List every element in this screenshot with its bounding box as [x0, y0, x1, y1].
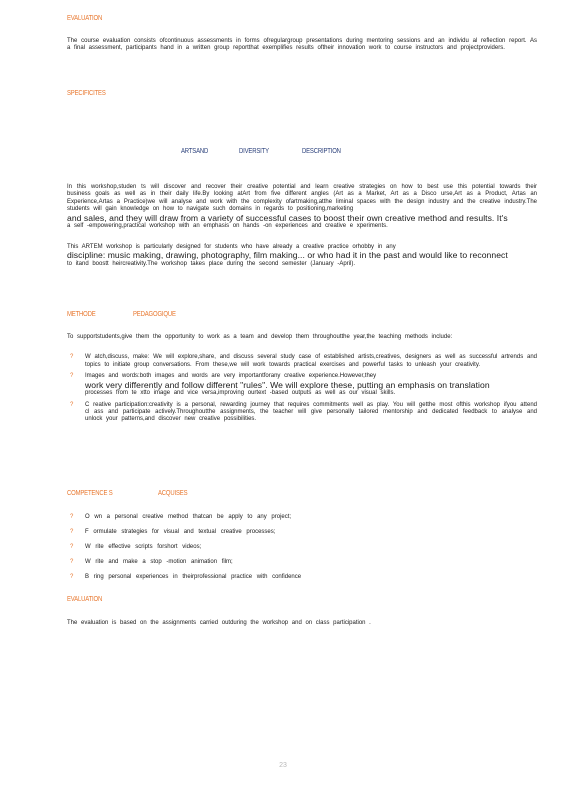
methode-bullet-3: C reative participation:creativity is a personal, rewarding journey that requires commitments well as play. You will getthe most ofthis workshop ifyou attend cl ass and participate actively.Throughoutthe assignments, the teacher will give personally tailored mentorship and dedicated feedback to analyse and unlock your patterns,and discover new creative possibilities. — [85, 401, 537, 423]
methode-block — [67, 334, 537, 424]
competences-block — [67, 514, 537, 589]
competence-text: F ormulate strategies for visual and textual creative processes; — [85, 529, 276, 535]
competences-heading-right: ACQUISES — [158, 490, 188, 497]
competence-item — [67, 514, 537, 529]
methode-bullet-2-text: Images and words:both images and words are very importantforany creative experience.However,they — [85, 373, 377, 380]
page-number: 23 — [279, 762, 287, 769]
competences-list — [67, 514, 537, 589]
methode-list — [67, 354, 537, 423]
column-heading-diversity: DIVERSITY — [239, 148, 269, 155]
competence-item — [67, 529, 537, 544]
description-block — [67, 184, 537, 268]
competence-text: W rite effective scripts forshort videos; — [85, 544, 202, 550]
methode-bullet-2 — [85, 373, 537, 397]
description-p2-end: to itand boostt heircreativity.The workshop takes place during the second semester (January -April). — [67, 260, 356, 267]
bullet-glyph: ? — [70, 373, 74, 380]
methode-heading-left: METHODE — [67, 311, 96, 318]
competence-item — [67, 544, 537, 559]
methode-bullet-2-end: processes from te xtto image and vice versa,improving ourtext -based outputs as well as our visual skills. — [85, 390, 396, 397]
bullet-glyph: ? — [70, 514, 74, 520]
description-p1-end: a self -empowering,practical workshop with an emphasis on hands -on experiences and creative e xperiments. — [67, 223, 388, 230]
column-heading-description: DESCRIPTION — [302, 148, 341, 155]
evaluation-bottom-heading: EVALUATION — [67, 596, 103, 603]
bullet-glyph: ? — [70, 574, 74, 580]
competence-item — [67, 574, 537, 589]
evaluation-heading: EVALUATION — [67, 15, 103, 22]
description-paragraph-1 — [67, 184, 537, 231]
evaluation-text-block — [67, 38, 537, 53]
competence-item — [67, 559, 537, 574]
bullet-glyph: ? — [70, 559, 74, 565]
description-p2-large: discipline: music making, drawing, photography, film making... or who had it in the past and would like to reconnect — [67, 250, 508, 261]
description-p2-text: This ARTEM workshop is particularly designed for students who have already a creative practice orhobby in any — [67, 243, 396, 250]
bullet-glyph: ? — [70, 354, 74, 361]
competence-text: B ring personal experiences in theirprofessional practice with confidence — [85, 574, 302, 580]
bullet-glyph: ? — [70, 544, 74, 550]
competence-text: W rite and make a stop -motion animation film; — [85, 559, 233, 565]
methode-bullet-1: W atch,discuss, make: We will explore,share, and discuss several study case of established artists,creatives, designers as well as successful artrends and topics to initiate group conversations. From these,we will work towards practical exercises and powerful tasks to unleash your creativity. — [85, 354, 537, 368]
methode-list-item — [67, 354, 537, 369]
methode-intro: To supportstudents,give them the opportunity to work as a team and develop them throughoutthe year,the teaching methods include: — [67, 334, 453, 340]
methode-list-item — [67, 373, 537, 397]
column-heading-arts: ARTSAND — [181, 148, 209, 155]
specificites-heading: SPECIFICITES — [67, 90, 106, 97]
bullet-glyph: ? — [70, 529, 74, 535]
evaluation-paragraph: The course evaluation consists ofcontinuous assessments in forms ofregulargroup presentations during mentoring sessions and an individu al reflection report. As a final assessment, participants hand in a written group reportthat exemplifies results oftheir innovation work to course instructors and projectproviders. — [67, 38, 537, 52]
methode-bullet-2-large: work very differently and follow different "rules". We will explore these, putting an emphasis on translation — [85, 379, 490, 390]
description-paragraph-2 — [67, 244, 537, 268]
bullet-glyph: ? — [70, 401, 74, 408]
methode-list-item — [67, 402, 537, 424]
description-p1-text: In this workshop,studen ts will discover and recover their creative potential and learn creative strategies on how to best use this potential towards their business goals as well as in their daily life.By looking atArt from five different angles (Art as a Market, Art as a Disco urse,Art as a Product, Artas an Experience,Artas a Practice)we will analyse and work with the complexity ofartmaking,atthe liminal spaces with the design industry and the creative industry.The students will gain knowledge on how to navigate such domains in regards to positioning,marketing — [67, 184, 537, 213]
competence-text: O wn a personal creative method thatcan be apply to any project; — [85, 514, 292, 520]
evaluation-bottom-paragraph: The evaluation is based on the assignments carried outduring the workshop and on class participation . — [67, 620, 371, 626]
evaluation-bottom-block — [67, 620, 537, 627]
description-p1-large: and sales, and they will draw from a variety of successful cases to boost their own creative method and results. It's — [67, 212, 508, 223]
methode-heading-right: PEDAGOGIQUE — [133, 311, 176, 318]
competences-heading-left: COMPETENCE S — [67, 490, 113, 497]
